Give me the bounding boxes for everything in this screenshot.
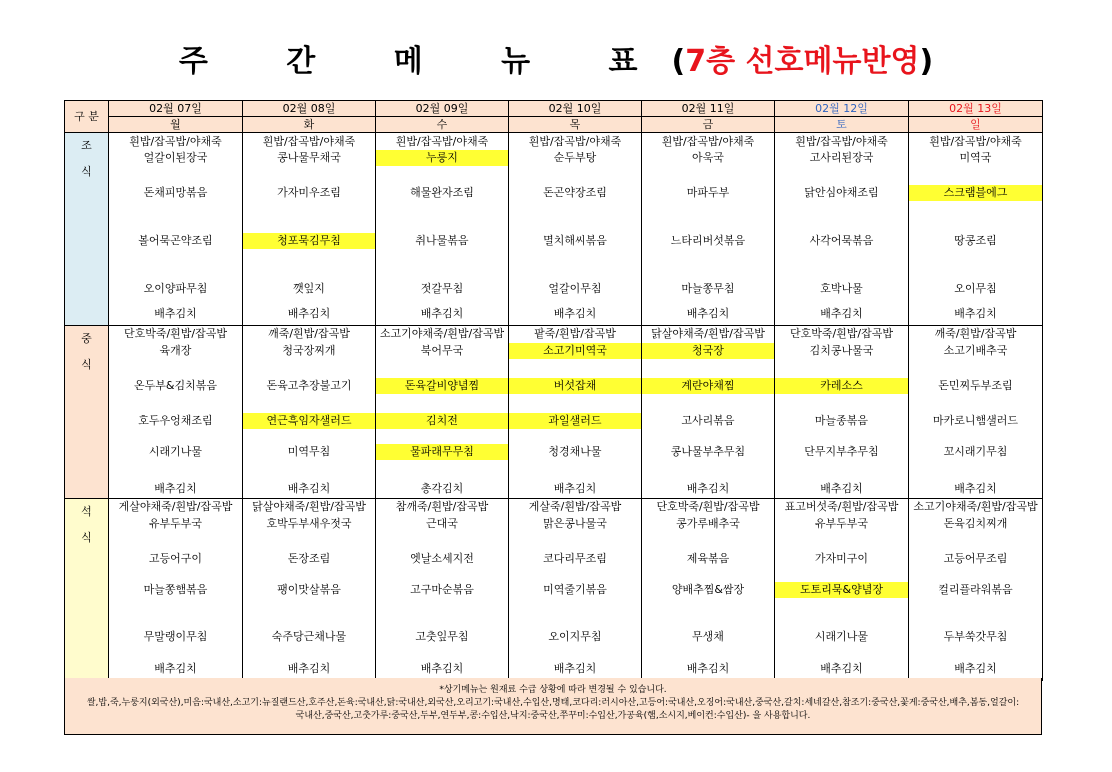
menu-item: 단호박죽/흰밥/잡곡밥 [123, 327, 228, 340]
menu-item: 흰밥/잡곡밥/야채죽 [929, 135, 1022, 148]
section-char: 식 [81, 165, 92, 178]
menu-item: 미역무침 [287, 445, 331, 458]
menu-item: 단호박죽/흰밥/잡곡밥 [656, 500, 760, 513]
menu-item: 카레소스 [775, 378, 908, 394]
header-day-2 [243, 101, 376, 133]
menu-item: 깻잎지 [293, 282, 325, 295]
menu-item: 사각어묵볶음 [809, 234, 874, 247]
menu-item: 얼갈이무침 [548, 282, 602, 295]
menu-item: 순두부탕 [553, 151, 597, 164]
menu-item: 참깨죽/흰밥/잡곡밥 [395, 500, 489, 513]
date-label: 02월 11일 [642, 101, 774, 117]
menu-item: 닭살야채죽/흰밥/잡곡밥 [651, 327, 765, 340]
menu-item: 배추김치 [954, 482, 997, 495]
weekday-label: 수 [436, 118, 448, 131]
dinner-cell [909, 499, 1043, 681]
menu-item: 미역국 [959, 151, 992, 164]
menu-item: 팽이맛살볶음 [277, 583, 341, 596]
menu-item: 시래기나물 [148, 445, 203, 458]
menu-item: 닭안심야채조림 [804, 186, 879, 199]
header-day-6 [775, 101, 909, 133]
menu-item: 엣날소세지전 [410, 552, 474, 565]
menu-item: 물파래무무침 [376, 444, 508, 460]
menu-item: 흰밥/잡곡밥/야채죽 [661, 135, 755, 148]
menu-item: 근대국 [426, 517, 458, 530]
menu-item: 볼어묵곤약조림 [138, 234, 213, 247]
dinner-row [65, 499, 1043, 681]
menu-item: 배추김치 [287, 662, 331, 675]
menu-item: 청국장찌개 [282, 344, 336, 357]
menu-item: 김치콩나물국 [809, 344, 874, 357]
menu-item: 계란야채찜 [642, 378, 774, 394]
menu-item: 청국장 [642, 343, 774, 359]
date-label: 02월 09일 [376, 101, 508, 117]
weekday-label: 일 [970, 118, 981, 131]
title-highlight: 7층 선호메뉴반영 [685, 44, 920, 79]
menu-item: 돈채피망볶음 [143, 186, 208, 199]
date-label: 02월 12일 [775, 101, 908, 117]
weekday-label: 토 [836, 118, 847, 131]
menu-item: 숙주당근채나물 [271, 630, 347, 643]
menu-item: 맑은콩나물국 [543, 517, 607, 530]
title-paren-close: ) [919, 44, 934, 79]
menu-item: 땅콩조림 [954, 234, 997, 247]
menu-item: 호박나물 [820, 282, 863, 295]
breakfast-cell [509, 133, 642, 326]
menu-item: 도토리묵&양념장 [775, 582, 908, 598]
dinner-cell [775, 499, 909, 681]
section-char: 조 [81, 139, 92, 152]
lunch-cell [376, 326, 509, 499]
breakfast-cell [109, 133, 243, 326]
menu-item: 소고기야채죽/흰밥/잡곡밥 [913, 500, 1038, 513]
weekday-label: 월 [170, 118, 181, 131]
menu-item: 깨죽/흰밥/잡곡밥 [934, 327, 1017, 340]
menu-item: 해물완자조림 [410, 186, 474, 199]
menu-item: 두부쑥갓무침 [943, 630, 1008, 643]
lunch-cell [909, 326, 1043, 499]
menu-item: 흰밥/잡곡밥/야채죽 [262, 135, 356, 148]
lunch-row [65, 326, 1043, 499]
menu-item: 배추김치 [420, 307, 464, 320]
menu-item: 돈장조림 [287, 552, 331, 565]
breakfast-cell [642, 133, 775, 326]
section-char: 식 [81, 531, 92, 544]
breakfast-row [65, 133, 1043, 326]
menu-item: 돈육갈비양념찜 [376, 378, 508, 394]
menu-item: 취나물볶음 [415, 234, 469, 247]
menu-item: 멸치해씨볶음 [543, 234, 607, 247]
menu-item: 배추김치 [553, 662, 597, 675]
menu-item: 소고기미역국 [509, 343, 641, 359]
menu-item: 돈육고추장불고기 [266, 379, 352, 392]
weekday-label: 금 [702, 118, 714, 131]
header-day-5 [642, 101, 775, 133]
menu-item: 유부두부국 [814, 517, 869, 530]
menu-item: 과일샐러드 [509, 413, 641, 429]
breakfast-cell [243, 133, 376, 326]
menu-item: 제육볶음 [686, 552, 730, 565]
header-label: 구 분 [65, 101, 109, 133]
menu-item: 배추김치 [154, 662, 197, 675]
menu-item: 배추김치 [420, 662, 464, 675]
menu-item: 양배추찜&쌈장 [671, 583, 745, 596]
page-title [0, 36, 1112, 80]
menu-item: 마파두부 [686, 186, 730, 199]
menu-item: 버섯잡채 [509, 378, 641, 394]
menu-item: 마늘쫑햄볶음 [143, 583, 208, 596]
dinner-cell [243, 499, 376, 681]
menu-item: 흰밥/잡곡밥/야채죽 [528, 135, 622, 148]
menu-item: 깨죽/흰밥/잡곡밥 [268, 327, 350, 340]
header-day-3 [376, 101, 509, 133]
menu-item: 젓갈무침 [420, 282, 464, 295]
menu-item: 고사리된장국 [809, 151, 874, 164]
menu-item: 마늘종볶음 [814, 414, 869, 427]
menu-item: 북어무국 [420, 344, 464, 357]
menu-item: 배추김치 [820, 662, 863, 675]
menu-item: 무말랭이무침 [143, 630, 208, 643]
section-dinner [65, 499, 109, 681]
menu-item: 배추김치 [154, 307, 197, 320]
header-day-4 [509, 101, 642, 133]
menu-item: 배추김치 [686, 482, 730, 495]
lunch-cell [109, 326, 243, 499]
menu-item: 배추김치 [154, 482, 197, 495]
menu-item: 시래기나물 [814, 630, 869, 643]
menu-item: 육개장 [159, 344, 192, 357]
dinner-cell [642, 499, 775, 681]
menu-item: 코다리무조림 [543, 552, 607, 565]
menu-item: 콩나물부추무침 [670, 445, 746, 458]
menu-item: 고구마순볶음 [410, 583, 474, 596]
menu-item: 호두우엉채조림 [138, 414, 213, 427]
breakfast-cell [775, 133, 909, 326]
menu-item: 배추김치 [954, 307, 997, 320]
lunch-cell [642, 326, 775, 499]
menu-item: 고등어무조림 [943, 552, 1008, 565]
menu-item: 배추김치 [686, 307, 730, 320]
menu-item: 소고기배추국 [943, 344, 1008, 357]
menu-item: 총각김치 [420, 482, 464, 495]
menu-item: 배추김치 [553, 307, 597, 320]
menu-item: 배추김치 [820, 482, 863, 495]
lunch-cell [509, 326, 642, 499]
menu-item: 단호박죽/흰밥/잡곡밥 [789, 327, 894, 340]
breakfast-cell [376, 133, 509, 326]
menu-item: 호박두부새우젓국 [266, 517, 352, 530]
menu-item: 오이무침 [954, 282, 997, 295]
menu-item: 오이지무침 [548, 630, 602, 643]
menu-item: 미역줄기볶음 [543, 583, 607, 596]
weekday-label: 화 [303, 118, 315, 131]
menu-item: 콩가루배추국 [676, 517, 740, 530]
menu-item: 마늘쫑무침 [681, 282, 735, 295]
menu-item: 돈민찌두부조림 [938, 379, 1013, 392]
lunch-cell [243, 326, 376, 499]
dinner-cell [109, 499, 243, 681]
menu-item: 배추김치 [820, 307, 863, 320]
menu-item: 청포묵김무침 [243, 233, 375, 249]
note-line-2: 쌀,밥,죽,누룽지(외국산),미음:국내산,소고기:뉴질랜드산,호주산,돈육:국내산,닭:국내산,외국산,오리고기:국내산,수입산,명태,코다리:러시아산,고등어:국내산,오징어:국내산,중국산,갈치:세네갈산,참조기:중국산,꽃게:중국산,배추,봄동,얼갈이: [86, 698, 1020, 708]
section-char: 식 [81, 358, 92, 371]
menu-item: 표고버섯죽/흰밥/잡곡밥 [784, 500, 899, 513]
date-label: 02월 07일 [109, 101, 242, 117]
menu-item: 마카로니햄샐러드 [932, 414, 1018, 427]
menu-item: 스크램블에그 [909, 185, 1042, 201]
date-label: 02월 13일 [909, 101, 1042, 117]
menu-item: 무생채 [692, 630, 724, 643]
menu-item: 배추김치 [686, 662, 730, 675]
section-lunch [65, 326, 109, 499]
menu-item: 팥죽/흰밥/잡곡밥 [534, 327, 616, 340]
note-line-3: 국내산,중국산,고춧가루:중국산,두부,연두부,콩:수입산,낙지:중국산,쭈꾸미:수입산,가공육(햄,소시지,베이컨:수입산)- 을 사용합니다. [295, 711, 811, 721]
menu-item: 돈곤약장조림 [543, 186, 607, 199]
menu-item: 연근흑임자샐러드 [243, 413, 375, 429]
breakfast-cell [909, 133, 1043, 326]
menu-item: 소고기야채죽/흰밥/잡곡밥 [379, 327, 505, 340]
menu-item: 가자미구이 [814, 552, 869, 565]
menu-item: 배추김치 [954, 662, 997, 675]
menu-item: 게살죽/흰밥/잡곡밥 [528, 500, 622, 513]
menu-item: 김치전 [376, 413, 508, 429]
menu-item: 고등어구이 [148, 552, 203, 565]
menu-item: 흰밥/잡곡밥/야채죽 [395, 135, 489, 148]
title-main: 주 간 메 뉴 표 [178, 44, 672, 79]
menu-item: 돈육김치찌개 [943, 517, 1008, 530]
menu-item: 가자미우조림 [277, 186, 341, 199]
menu-item: 고춧잎무침 [415, 630, 469, 643]
header-day-7 [909, 101, 1043, 133]
menu-item: 닭살야채죽/흰밥/잡곡밥 [252, 500, 366, 513]
date-label: 02월 10일 [509, 101, 641, 117]
origin-note [64, 678, 1042, 735]
menu-item: 꼬시래기무침 [943, 445, 1008, 458]
menu-item: 배추김치 [553, 482, 597, 495]
header-row [65, 101, 1043, 133]
date-label: 02월 08일 [243, 101, 375, 117]
menu-item: 누룽지 [376, 150, 508, 166]
section-char: 중 [81, 332, 92, 345]
title-paren-open: ( [671, 44, 686, 79]
note-line-1: *상기메뉴는 원재료 수급 상황에 따라 변경될 수 있습니다. [439, 685, 667, 695]
menu-item: 단무지부추무침 [804, 445, 879, 458]
header-day-1 [109, 101, 243, 133]
section-char: 석 [81, 505, 92, 518]
dinner-cell [376, 499, 509, 681]
menu-item: 오이양파무침 [143, 282, 208, 295]
weekday-label: 목 [569, 118, 581, 131]
menu-item: 유부두부국 [148, 517, 203, 530]
menu-item: 아욱국 [692, 151, 724, 164]
menu-item: 배추김치 [287, 482, 331, 495]
menu-item: 컬리플라워볶음 [938, 583, 1013, 596]
menu-item: 배추김치 [287, 307, 331, 320]
section-breakfast [65, 133, 109, 326]
menu-item: 게살야채죽/흰밥/잡곡밥 [118, 500, 233, 513]
menu-item: 느타리버섯볶음 [670, 234, 746, 247]
menu-item: 청경채나물 [548, 445, 602, 458]
menu-item: 흰밥/잡곡밥/야채죽 [795, 135, 888, 148]
menu-table [64, 100, 1043, 681]
menu-item: 얼갈이된장국 [143, 151, 208, 164]
menu-item: 온두부&김치볶음 [134, 379, 217, 392]
lunch-cell [775, 326, 909, 499]
menu-item: 콩나물무채국 [277, 151, 341, 164]
dinner-cell [509, 499, 642, 681]
menu-item: 흰밥/잡곡밥/야채죽 [129, 135, 222, 148]
menu-item: 고사리볶음 [681, 414, 735, 427]
